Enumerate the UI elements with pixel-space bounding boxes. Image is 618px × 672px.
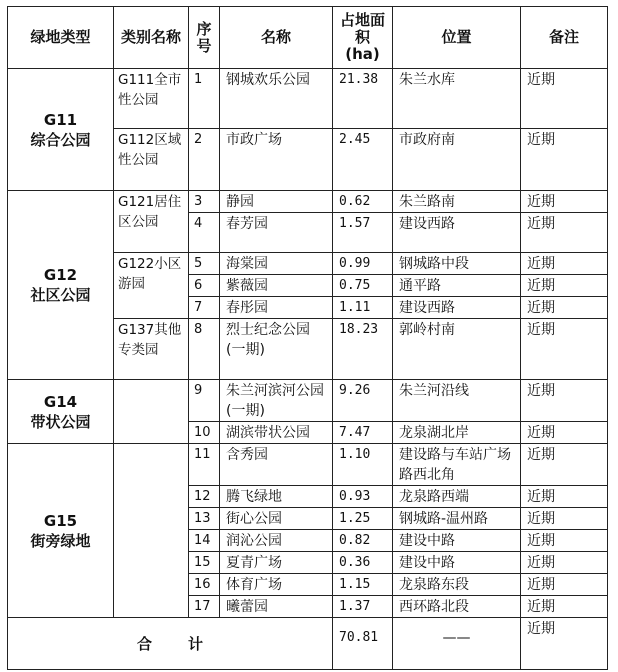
row-location: 西环路北段 — [393, 596, 521, 618]
row-location: 朱兰河沿线 — [393, 380, 521, 422]
header-location: 位置 — [393, 7, 521, 69]
table-row — [8, 69, 608, 129]
row-location: 建设中路 — [393, 530, 521, 552]
row-area: 0.99 — [333, 253, 393, 275]
row-location: 朱兰路南 — [393, 191, 521, 213]
row-area: 18.23 — [333, 319, 393, 380]
row-name: 静园 — [220, 191, 333, 213]
header-area: 占地面积(ha) — [333, 7, 393, 69]
category-g12 — [8, 191, 114, 380]
row-name: 街心公园 — [220, 508, 333, 530]
row-name: 湖滨带状公园 — [220, 422, 333, 444]
row-location: 通平路 — [393, 275, 521, 297]
subcategory-g137: G137其他专类园 — [114, 319, 189, 380]
row-area: 0.93 — [333, 486, 393, 508]
row-seq: 3 — [189, 191, 220, 213]
row-area: 2.45 — [333, 129, 393, 191]
row-note: 近期 — [521, 297, 608, 319]
row-location: 龙泉路西端 — [393, 486, 521, 508]
header-subcategory: 类别名称 — [114, 7, 189, 69]
row-seq: 1 — [189, 69, 220, 129]
row-location: 郭岭村南 — [393, 319, 521, 380]
total-location: —— — [393, 618, 521, 670]
row-area: 1.37 — [333, 596, 393, 618]
row-location: 市政府南 — [393, 129, 521, 191]
total-label — [8, 618, 333, 670]
row-location: 建设路与车站广场路西北角 — [393, 444, 521, 486]
row-seq: 16 — [189, 574, 220, 596]
row-area: 0.82 — [333, 530, 393, 552]
header-seq: 序号 — [189, 7, 220, 69]
category-g15 — [8, 444, 114, 618]
row-area: 0.75 — [333, 275, 393, 297]
row-seq: 2 — [189, 129, 220, 191]
row-note: 近期 — [521, 422, 608, 444]
subcategory-empty — [114, 444, 189, 618]
row-location: 钢城路中段 — [393, 253, 521, 275]
row-note: 近期 — [521, 380, 608, 422]
row-seq: 5 — [189, 253, 220, 275]
row-seq: 7 — [189, 297, 220, 319]
total-note: 近期 — [521, 618, 608, 670]
row-area: 1.15 — [333, 574, 393, 596]
row-seq: 6 — [189, 275, 220, 297]
row-name: 夏青广场 — [220, 552, 333, 574]
row-seq: 10 — [189, 422, 220, 444]
row-location: 龙泉路东段 — [393, 574, 521, 596]
category-name: 带状公园 — [30, 412, 91, 431]
row-seq: 11 — [189, 444, 220, 486]
row-note: 近期 — [521, 129, 608, 191]
header-note: 备注 — [521, 7, 608, 69]
total-area: 70.81 — [333, 618, 393, 670]
green-space-table — [7, 6, 608, 670]
row-note: 近期 — [521, 69, 608, 129]
row-area: 21.38 — [333, 69, 393, 129]
row-name: 含秀园 — [220, 444, 333, 486]
row-name: 紫薇园 — [220, 275, 333, 297]
row-name: 腾飞绿地 — [220, 486, 333, 508]
category-code: G11 — [43, 110, 78, 129]
row-name: 体育广场 — [220, 574, 333, 596]
row-area: 1.25 — [333, 508, 393, 530]
table-row — [8, 191, 608, 213]
row-location: 朱兰水库 — [393, 69, 521, 129]
category-code: G14 — [43, 392, 78, 411]
category-code: G15 — [43, 511, 78, 530]
row-seq: 15 — [189, 552, 220, 574]
row-location: 建设西路 — [393, 297, 521, 319]
category-name: 综合公园 — [30, 130, 91, 149]
row-seq: 4 — [189, 213, 220, 253]
total-label-a: 合 — [136, 634, 152, 653]
row-area: 0.62 — [333, 191, 393, 213]
category-g11 — [8, 69, 114, 191]
row-name: 钢城欢乐公园 — [220, 69, 333, 129]
row-name: 润沁公园 — [220, 530, 333, 552]
row-name: 曦蕾园 — [220, 596, 333, 618]
table-row — [8, 380, 608, 422]
row-location: 龙泉湖北岸 — [393, 422, 521, 444]
table-row — [8, 444, 608, 486]
row-note: 近期 — [521, 191, 608, 213]
row-location: 建设西路 — [393, 213, 521, 253]
subcategory-g112: G112区域性公园 — [114, 129, 189, 191]
subcategory-g121: G121居住区公园 — [114, 191, 189, 253]
row-name: 市政广场 — [220, 129, 333, 191]
row-note: 近期 — [521, 486, 608, 508]
row-name: 朱兰河滨河公园(一期) — [220, 380, 333, 422]
row-name: 烈士纪念公园(一期) — [220, 319, 333, 380]
subcategory-g122: G122小区游园 — [114, 253, 189, 319]
row-area: 1.10 — [333, 444, 393, 486]
header-name: 名称 — [220, 7, 333, 69]
category-code: G12 — [43, 266, 78, 284]
row-location: 建设中路 — [393, 552, 521, 574]
subcategory-g111: G111全市性公园 — [114, 69, 189, 129]
row-note: 近期 — [521, 275, 608, 297]
row-note: 近期 — [521, 574, 608, 596]
header-type: 绿地类型 — [8, 7, 114, 69]
category-name: 社区公园 — [30, 286, 91, 304]
row-seq: 12 — [189, 486, 220, 508]
row-note: 近期 — [521, 319, 608, 380]
row-note: 近期 — [521, 508, 608, 530]
subcategory-empty — [114, 380, 189, 444]
row-location: 钢城路-温州路 — [393, 508, 521, 530]
row-note: 近期 — [521, 552, 608, 574]
row-name: 春芳园 — [220, 213, 333, 253]
row-note: 近期 — [521, 530, 608, 552]
row-note: 近期 — [521, 253, 608, 275]
row-note: 近期 — [521, 596, 608, 618]
row-name: 春彤园 — [220, 297, 333, 319]
row-seq: 9 — [189, 380, 220, 422]
total-label-b: 计 — [188, 634, 204, 653]
row-area: 0.36 — [333, 552, 393, 574]
row-note: 近期 — [521, 213, 608, 253]
row-area: 9.26 — [333, 380, 393, 422]
category-g14 — [8, 380, 114, 444]
total-row — [8, 618, 608, 670]
row-seq: 8 — [189, 319, 220, 380]
row-area: 7.47 — [333, 422, 393, 444]
row-seq: 14 — [189, 530, 220, 552]
header-row — [8, 7, 608, 69]
row-seq: 17 — [189, 596, 220, 618]
row-area: 1.11 — [333, 297, 393, 319]
row-name: 海棠园 — [220, 253, 333, 275]
category-name: 街旁绿地 — [30, 531, 91, 550]
row-seq: 13 — [189, 508, 220, 530]
row-note: 近期 — [521, 444, 608, 486]
row-area: 1.57 — [333, 213, 393, 253]
